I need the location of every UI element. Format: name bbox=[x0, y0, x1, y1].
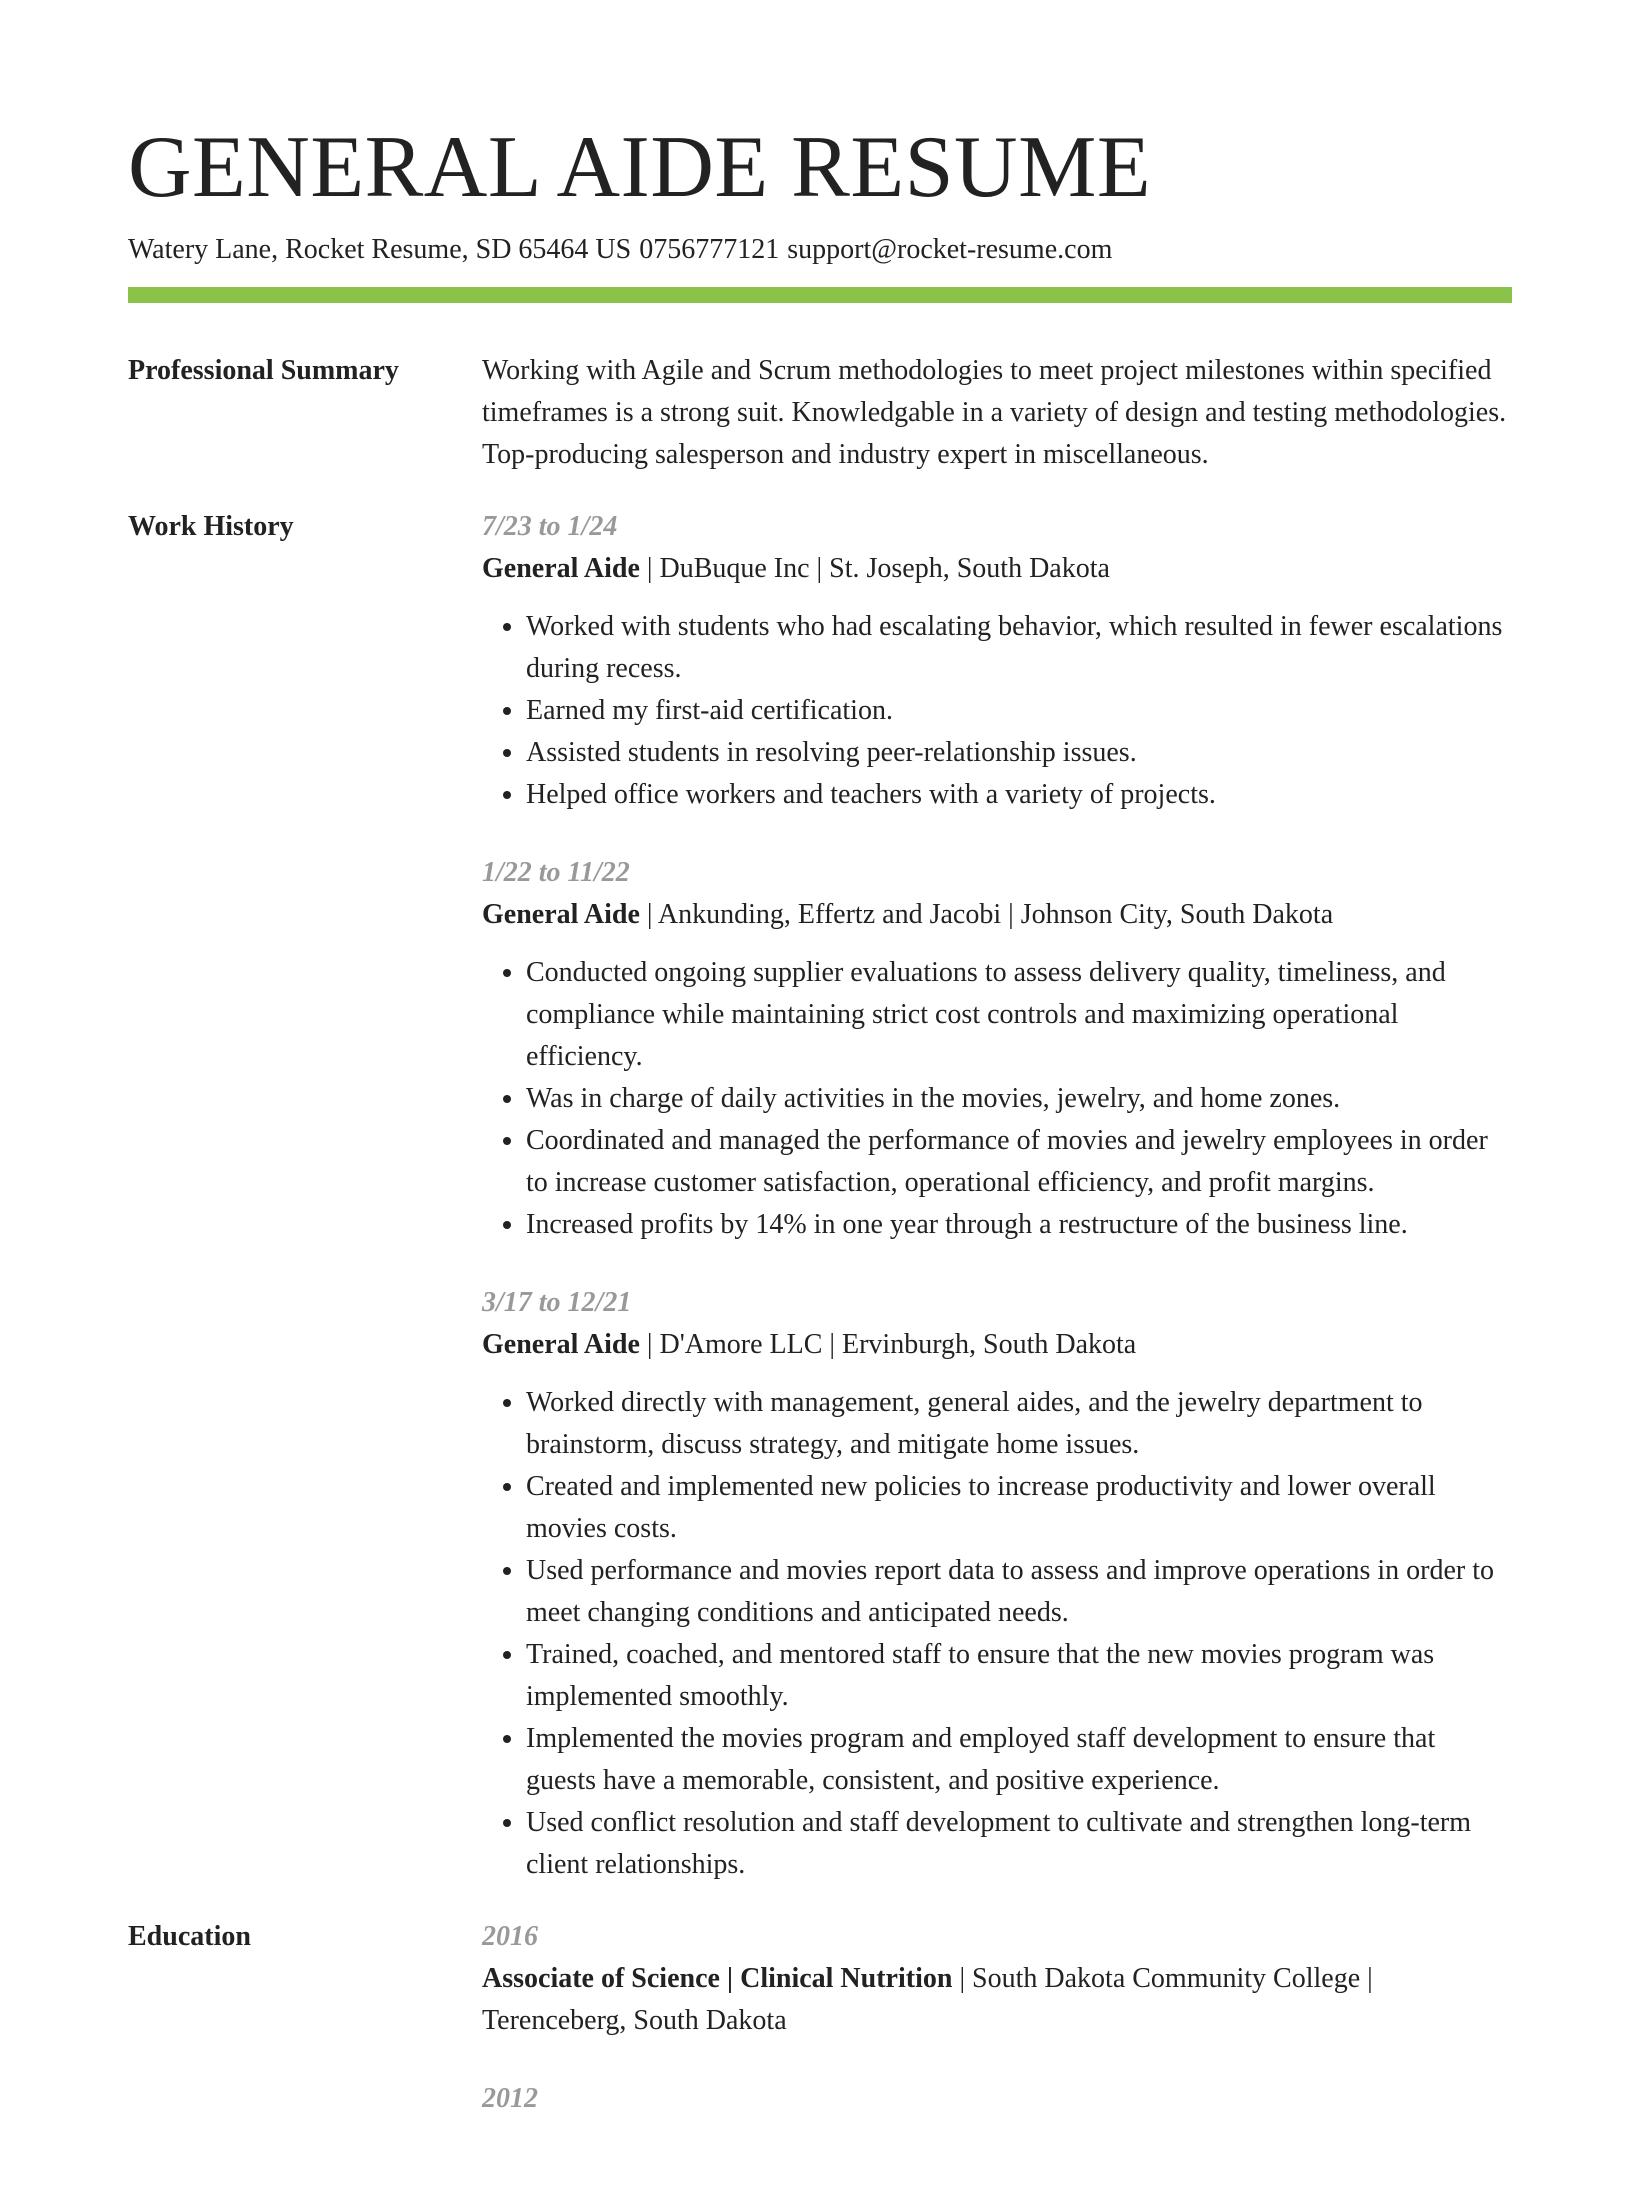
summary-text: Working with Agile and Scrum methodologies to meet project milestones within specified timeframes is a strong suit. Knowledgable in a variety of design and testing methodologies. Top-producing salesperson and industry expert in miscellaneous. bbox=[482, 355, 1507, 470]
education-details: | South Dakota Community College | Terenceberg, South Dakota bbox=[482, 1963, 1373, 2036]
contact-line bbox=[128, 232, 1120, 268]
job-bullet: • Implemented the movies program and employed staff development to ensure that guests have a memorable, consistent, and positive experience. bbox=[526, 1718, 1512, 1802]
job-bullet: • Used conflict resolution and staff development to cultivate and strengthen long-term client relationships. bbox=[526, 1802, 1512, 1886]
job-bullets bbox=[482, 606, 1512, 816]
header-divider bbox=[128, 287, 1512, 303]
education-year: 2012 bbox=[482, 2083, 538, 2114]
job-entry bbox=[482, 852, 1512, 1246]
section-label-summary: Professional Summary bbox=[128, 355, 399, 386]
job-bullet: • Worked directly with management, general aides, and the jewelry department to brainstorm, discuss strategy, and mitigate home issues. bbox=[526, 1382, 1512, 1466]
summary-body bbox=[482, 350, 1512, 476]
job-heading bbox=[482, 894, 1512, 936]
job-bullet: • Coordinated and managed the performance of movies and jewelry employees in order to increase customer satisfaction, operational efficiency, and profit margins. bbox=[526, 1120, 1512, 1204]
job-entry bbox=[482, 1282, 1512, 1886]
job-bullet: • Created and implemented new policies to increase productivity and lower overall movies costs. bbox=[526, 1466, 1512, 1550]
section-label-education: Education bbox=[128, 1921, 251, 1952]
job-dates: 1/22 to 11/22 bbox=[482, 857, 630, 888]
job-entry bbox=[482, 506, 1512, 816]
job-title: General Aide bbox=[482, 1329, 640, 1360]
job-details: | D'Amore LLC | Ervinburgh, South Dakota bbox=[639, 1329, 1137, 1360]
section-professional-summary bbox=[128, 350, 1512, 476]
education-degree: Associate of Science | Clinical Nutrition bbox=[482, 1963, 953, 1994]
education-body bbox=[482, 1916, 1512, 2156]
education-heading bbox=[482, 1958, 1512, 2042]
job-bullet: • Helped office workers and teachers with a variety of projects. bbox=[526, 774, 1512, 816]
job-bullet: • Assisted students in resolving peer-relationship issues. bbox=[526, 732, 1512, 774]
education-entry bbox=[482, 2078, 1512, 2120]
contact-address: Watery Lane, Rocket Resume, SD 65464 US bbox=[128, 234, 632, 265]
section-label-work: Work History bbox=[128, 511, 294, 542]
job-heading bbox=[482, 1324, 1512, 1366]
job-details: | Ankunding, Effertz and Jacobi | Johnson City, South Dakota bbox=[639, 899, 1334, 930]
contact-phone: 0756777121 bbox=[639, 234, 780, 265]
job-title: General Aide bbox=[482, 553, 640, 584]
job-bullets bbox=[482, 1382, 1512, 1886]
job-bullet: • Conducted ongoing supplier evaluations to assess delivery quality, timeliness, and compliance while maintaining strict cost controls and maximizing operational efficiency. bbox=[526, 952, 1512, 1078]
section-work-history bbox=[128, 506, 1512, 1886]
resume-content bbox=[128, 350, 1512, 2186]
job-dates: 3/17 to 12/21 bbox=[482, 1287, 632, 1318]
job-title: General Aide bbox=[482, 899, 640, 930]
section-education bbox=[128, 1916, 1512, 2156]
education-year: 2016 bbox=[482, 1921, 538, 1952]
job-bullets bbox=[482, 952, 1512, 1246]
job-bullet: • Trained, coached, and mentored staff to ensure that the new movies program was implemented smoothly. bbox=[526, 1634, 1512, 1718]
work-body bbox=[482, 506, 1512, 1886]
job-bullet: • Worked with students who had escalating behavior, which resulted in fewer escalations during recess. bbox=[526, 606, 1512, 690]
job-bullet: • Increased profits by 14% in one year through a restructure of the business line. bbox=[526, 1204, 1512, 1246]
job-dates: 7/23 to 1/24 bbox=[482, 511, 618, 542]
job-heading bbox=[482, 548, 1512, 590]
education-entry bbox=[482, 1916, 1512, 2042]
contact-email: support@rocket-resume.com bbox=[787, 234, 1113, 265]
job-bullet: • Used performance and movies report data to assess and improve operations in order to meet changing conditions and anticipated needs. bbox=[526, 1550, 1512, 1634]
job-bullet: • Earned my first-aid certification. bbox=[526, 690, 1512, 732]
job-details: | DuBuque Inc | St. Joseph, South Dakota bbox=[639, 553, 1110, 584]
resume-title: GENERAL AIDE RESUME bbox=[128, 119, 1152, 216]
job-bullet: • Was in charge of daily activities in the movies, jewelry, and home zones. bbox=[526, 1078, 1512, 1120]
